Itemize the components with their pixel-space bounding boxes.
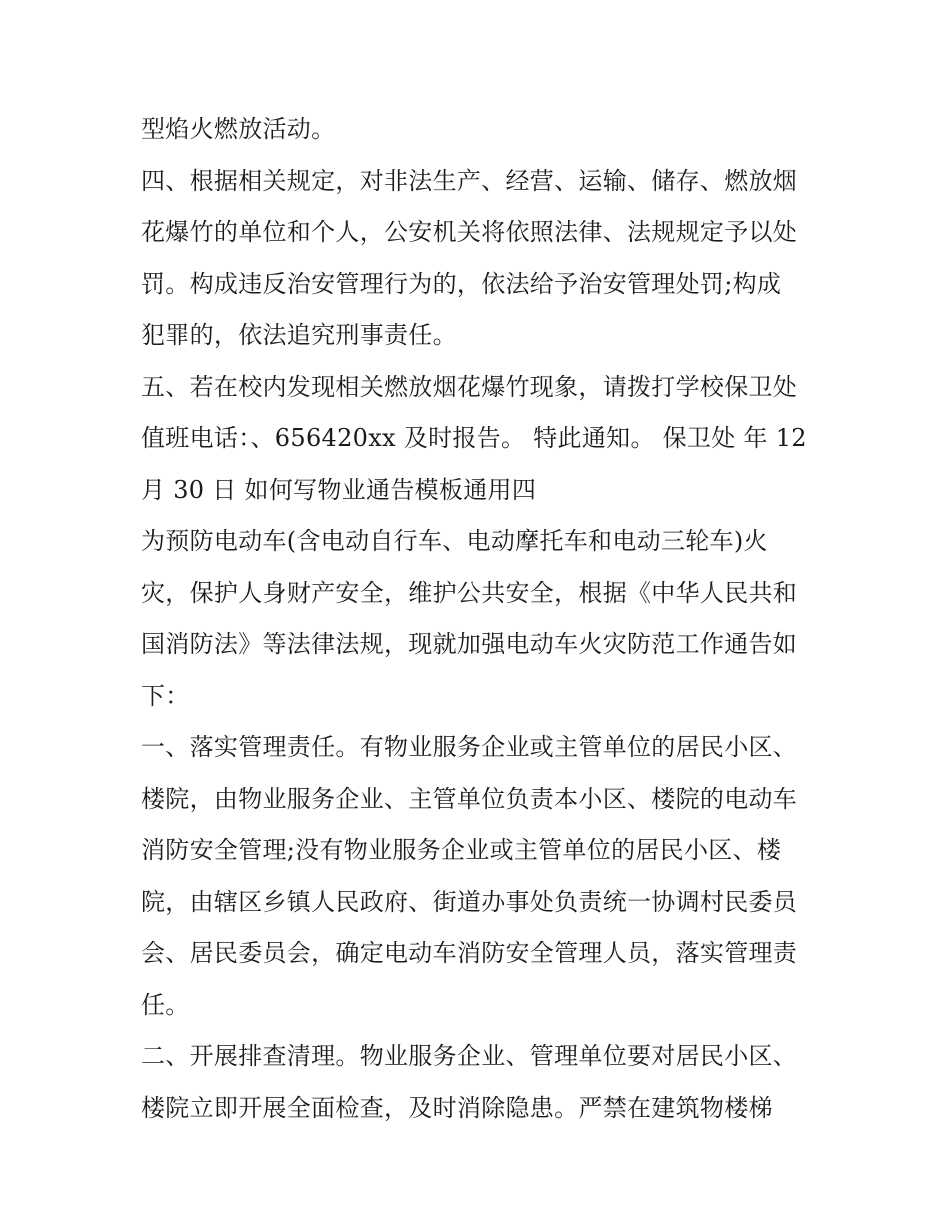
- text-line: 会、居民委员会，确定电动车消防安全管理人员，落实管理责: [141, 939, 798, 967]
- text-line: 五、若在校内发现相关燃放烟花爆竹现象，请拨打学校保卫处: [141, 372, 798, 401]
- text-line: 灾，保护人身财产安全，维护公共安全，根据《中华人民共和: [141, 578, 798, 607]
- text-line: 任。: [141, 990, 190, 1019]
- text-line: 国消防法》等法律法规，现就加强电动车火灾防范工作通告如: [141, 630, 798, 658]
- text-line: 花爆竹的单位和个人，公安机关将依照法律、法规规定予以处: [141, 218, 798, 246]
- text-line: 消防安全管理;没有物业服务企业或主管单位的居民小区、楼: [141, 836, 782, 864]
- text-line: 为预防电动车(含电动自行车、电动摩托车和电动三轮车)火: [141, 527, 768, 555]
- text-line: 值班电话：、656420xx 及时报告。 特此通知。 保卫处 年 12: [141, 424, 807, 452]
- text-line: 楼院，由物业服务企业、主管单位负责本小区、楼院的电动车: [141, 784, 798, 813]
- text-line: 型焰火燃放活动。: [141, 115, 336, 143]
- text-line: 二、开展排查清理。物业服务企业、管理单位要对居民小区、: [141, 1042, 798, 1070]
- text-line: 月 30 日 如何写物业通告模板通用四: [141, 475, 537, 504]
- text-line: 犯罪的，依法追究刑事责任。: [141, 321, 457, 349]
- document-body: [141, 104, 821, 1134]
- text-line: 院，由辖区乡镇人民政府、街道办事处负责统一协调村民委员: [141, 887, 798, 916]
- text-line: 四、根据相关规定，对非法生产、经营、运输、储存、燃放烟: [141, 166, 798, 195]
- text-line: 下：: [141, 681, 190, 710]
- text-line: 楼院立即开展全面检查，及时消除隐患。严禁在建筑物楼梯: [141, 1093, 773, 1122]
- text-line: 罚。构成违反治安管理行为的，依法给予治安管理处罚;构成: [141, 269, 782, 298]
- text-line: 一、落实管理责任。有物业服务企业或主管单位的居民小区、: [141, 733, 798, 761]
